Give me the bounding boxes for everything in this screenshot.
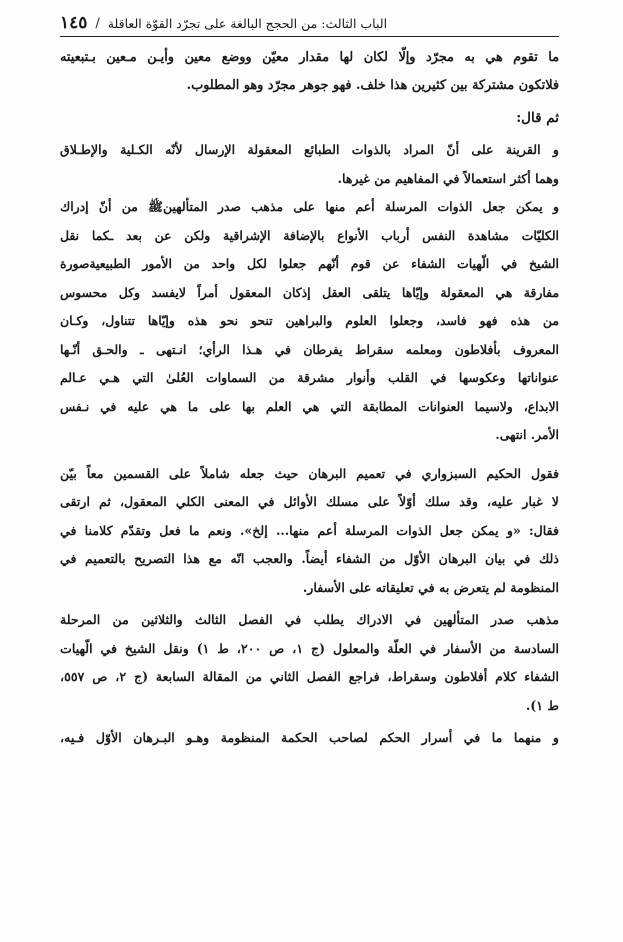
text-line: و منهما ما في أسرار الحكم لصاحب الحكمة المنظومة وهـو البـرهان الأوّل فـيه، [60, 730, 559, 745]
text-line: ذلك في بيان البرهان الأوّل من الشفاء أيضاً. والعجب انّه مع هذا التصريح بالتعميم في [60, 551, 559, 566]
text-line: الكليّات مشاهدة النفس أرباب الأنواع بالإضافة الإشراقية ولكن عن بعد ـكما نقل [60, 227, 559, 243]
paragraph-continuation [60, 44, 559, 100]
text-line: الشفاء كلام أفلاطون وسقراط، فراجع الفصل الثاني من المقالة السابعة (ج ٢، ص ٥٥٧، [60, 669, 559, 684]
text-line: من هذه فهو فاسد، وجعلوا العلوم والبراهين تنحو نحو هذه وإيّاها تتناول، وكـان [60, 313, 559, 328]
page-number: ١٤٥ [60, 13, 88, 33]
chapter-title: الباب الثالث: من الحجج البالغة على تجرّد القوّة العاقلة [107, 15, 388, 31]
section-label: ثم قال: [516, 110, 559, 126]
reference-paragraph [60, 606, 559, 720]
text-line: لا غبار عليه، وقد سلك أوّلاً على مسلك الأوائل في المعنى الكلي المعقول، ثم ارتقى [60, 494, 559, 509]
closing-paragraph [60, 724, 559, 753]
running-header [60, 10, 559, 37]
header-separator: / [95, 15, 100, 31]
text-line: و يمكن جعل الذوات المرسلة أعم منها على مذهب صدر المتألهينﷺ من أنّ إدراك [60, 199, 559, 214]
commentary-paragraph [60, 460, 559, 603]
text-line: الابداع، ولاسيما العنوانات المطابقة التي هي العلم بها على ما هي عليه في نـفس [60, 398, 559, 414]
text-line: مذهب صدر المتألهين في الادراك يطلب في الفصل الثالث والثلاثين من المرحلة [60, 612, 559, 627]
text-line: السادسة من الأسفار في العلّة والمعلول (ج ١، ص ٢٠٠، ط ١) ونقل الشيخ في الّهيات [60, 640, 559, 656]
text-line: مفارقة هي المعقولة وإيّاها يتلقى العقل إذكان المعقول أمراً لايفسد وكل محسوس [60, 284, 559, 300]
text-line: المنظومة لم يتعرض به في تعليقاته على الأسفار. [302, 579, 559, 595]
text-line: ما تقوم هي به مجرّد وإلّا لكان لها مقدار معيّن ووضع معين وأيـن مـعين بـتبعيته [60, 50, 559, 65]
text-line: فلاتكون مشتركة بين كثيرين هذا خلف. فهو جوهر مجرّد وهو المطلوب. [186, 78, 559, 93]
text-line: فقال: «و يمكن جعل الذوات المرسلة أعم منها... إلخ». ونعم ما فعل وتقدّم كلامنا في [60, 522, 559, 538]
text-line: فقول الحكيم السبزواري في تعميم البرهان حيث جعله شاملاً على القسمين معاً بيّن [60, 465, 559, 481]
text-line: ط ١). [525, 697, 559, 713]
text-line: و القرينة على أنّ المراد بالذوات الطبائع المعقولة الإرسال لأنّه الكـلية والإطـلاق [60, 142, 559, 157]
text-line: المعروف بأفلاطون ومعلمه سقراط يفرطان في هـذا الرأي؛ انـتهى ـ والحـق أنّـها [60, 341, 559, 357]
text-line: الأمر. انتهى. [495, 427, 559, 442]
quote-paragraph-2 [60, 193, 559, 450]
text-line: عنواناتها وعكوسها في القلب وأنوار مشرقة من السماوات العُلىٰ التي هـي عـالم [60, 370, 559, 385]
page-body [60, 44, 559, 753]
text-line: الشيخ في الّهيات الشفاء عن قوم أنّهم جعلوا لكل واحد من الأمور الطبيعيةصورة [60, 256, 559, 271]
quote-paragraph-1 [60, 136, 559, 193]
text-line: وهما أكثر استعمالاً في المفاهيم من غيرها. [337, 170, 559, 186]
